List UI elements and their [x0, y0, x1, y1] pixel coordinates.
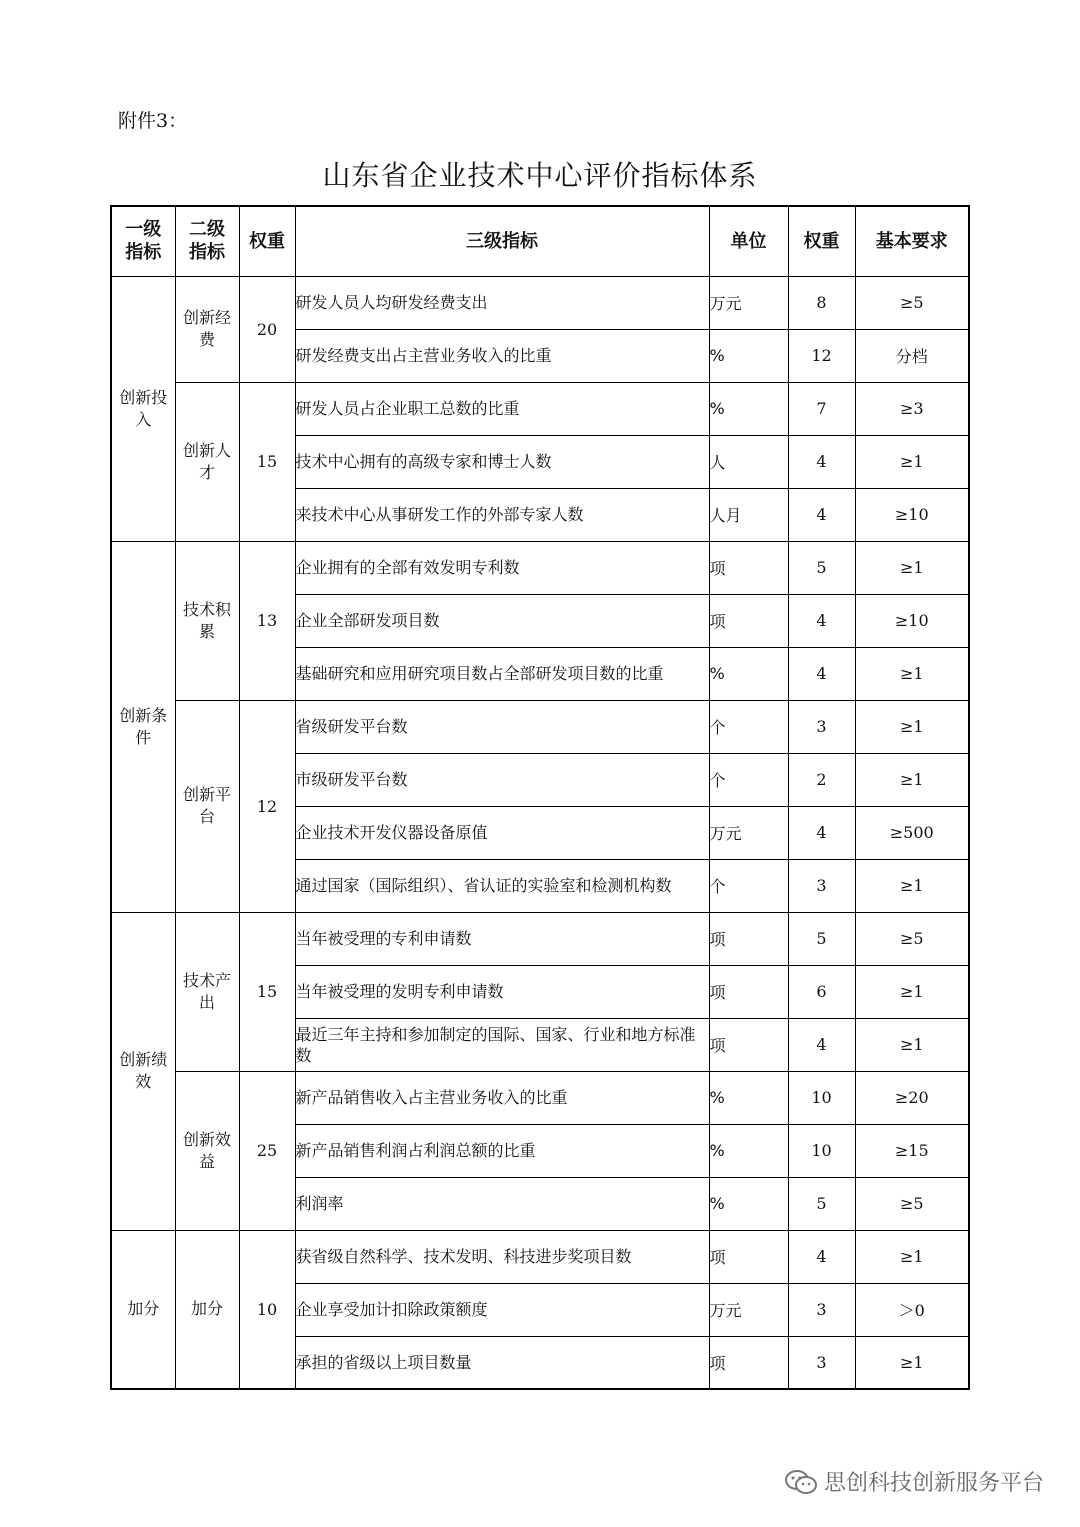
page-title: 山东省企业技术中心评价指标体系	[322, 159, 758, 192]
level3-weight-cell: 4	[788, 647, 855, 700]
unit-cell: %	[709, 1071, 788, 1124]
unit-cell: 人	[709, 435, 788, 488]
requirement-cell: ≥1	[855, 753, 969, 806]
requirement-cell: ≥1	[855, 700, 969, 753]
level3-indicator-cell: 当年被受理的发明专利申请数	[295, 965, 709, 1018]
level3-indicator-cell: 技术中心拥有的高级专家和博士人数	[295, 435, 709, 488]
requirement-cell: ≥500	[855, 806, 969, 859]
table-row	[111, 1071, 969, 1124]
header-level3: 三级指标	[295, 206, 709, 276]
level3-weight-cell: 3	[788, 859, 855, 912]
level3-indicator-cell: 研发经费支出占主营业务收入的比重	[295, 329, 709, 382]
level3-indicator-cell: 企业拥有的全部有效发明专利数	[295, 541, 709, 594]
unit-cell: 项	[709, 1018, 788, 1071]
level3-weight-cell: 2	[788, 753, 855, 806]
header-unit: 单位	[709, 206, 788, 276]
level3-weight-cell: 4	[788, 1018, 855, 1071]
level3-indicator-cell: 来技术中心从事研发工作的外部专家人数	[295, 488, 709, 541]
unit-cell: 人月	[709, 488, 788, 541]
table-row	[111, 276, 969, 329]
level3-indicator-cell: 获省级自然科学、技术发明、科技进步奖项目数	[295, 1230, 709, 1283]
unit-cell: 个	[709, 700, 788, 753]
level3-weight-cell: 4	[788, 594, 855, 647]
level3-weight-cell: 5	[788, 541, 855, 594]
level1-cell: 创新投入	[111, 276, 175, 541]
requirement-cell: ≥3	[855, 382, 969, 435]
table-body	[111, 276, 969, 1389]
level2-weight-cell: 15	[239, 382, 295, 541]
level3-weight-cell: 6	[788, 965, 855, 1018]
level2-cell: 创新效益	[175, 1071, 239, 1230]
unit-cell: 项	[709, 912, 788, 965]
level3-weight-cell: 4	[788, 488, 855, 541]
requirement-cell: ≥1	[855, 1336, 969, 1389]
level2-weight-cell: 12	[239, 700, 295, 912]
level3-indicator-cell: 新产品销售利润占利润总额的比重	[295, 1124, 709, 1177]
level3-weight-cell: 4	[788, 806, 855, 859]
level2-weight-cell: 13	[239, 541, 295, 700]
header-row	[111, 206, 969, 276]
unit-cell: %	[709, 647, 788, 700]
requirement-cell: ≥1	[855, 1230, 969, 1283]
header-level2: 二级指标	[175, 206, 239, 276]
level2-cell: 创新经费	[175, 276, 239, 382]
level3-weight-cell: 5	[788, 912, 855, 965]
requirement-cell: ≥20	[855, 1071, 969, 1124]
unit-cell: %	[709, 1177, 788, 1230]
header-level1: 一级指标	[111, 206, 175, 276]
level3-weight-cell: 12	[788, 329, 855, 382]
level2-weight-cell: 20	[239, 276, 295, 382]
level3-indicator-cell: 基础研究和应用研究项目数占全部研发项目数的比重	[295, 647, 709, 700]
requirement-cell: ≥10	[855, 488, 969, 541]
level3-weight-cell: 4	[788, 1230, 855, 1283]
level2-cell: 创新人才	[175, 382, 239, 541]
level3-weight-cell: 7	[788, 382, 855, 435]
requirement-cell: ≥1	[855, 859, 969, 912]
requirement-cell: ≥5	[855, 276, 969, 329]
level3-weight-cell: 3	[788, 1336, 855, 1389]
attachment-label: 附件3：	[118, 110, 188, 132]
table-row	[111, 700, 969, 753]
requirement-cell: ≥10	[855, 594, 969, 647]
level3-weight-cell: 3	[788, 700, 855, 753]
watermark	[784, 1466, 1044, 1497]
level3-indicator-cell: 承担的省级以上项目数量	[295, 1336, 709, 1389]
requirement-cell: ≥1	[855, 647, 969, 700]
requirement-cell: 分档	[855, 329, 969, 382]
level3-indicator-cell: 当年被受理的专利申请数	[295, 912, 709, 965]
unit-cell: 个	[709, 859, 788, 912]
level2-cell: 技术积累	[175, 541, 239, 700]
unit-cell: %	[709, 1124, 788, 1177]
header-requirement: 基本要求	[855, 206, 969, 276]
unit-cell: 项	[709, 965, 788, 1018]
header-weight3: 权重	[788, 206, 855, 276]
header-weight2: 权重	[239, 206, 295, 276]
requirement-cell: ≥1	[855, 1018, 969, 1071]
unit-cell: 项	[709, 1336, 788, 1389]
level3-indicator-cell: 企业享受加计扣除政策额度	[295, 1283, 709, 1336]
unit-cell: 万元	[709, 1283, 788, 1336]
level3-weight-cell: 4	[788, 435, 855, 488]
requirement-cell: ≥5	[855, 1177, 969, 1230]
level3-indicator-cell: 研发人员人均研发经费支出	[295, 276, 709, 329]
level3-indicator-cell: 市级研发平台数	[295, 753, 709, 806]
level3-indicator-cell: 省级研发平台数	[295, 700, 709, 753]
level1-cell: 加分	[111, 1230, 175, 1389]
level3-weight-cell: 3	[788, 1283, 855, 1336]
level2-weight-cell: 15	[239, 912, 295, 1071]
level3-indicator-cell: 企业全部研发项目数	[295, 594, 709, 647]
level3-weight-cell: 10	[788, 1071, 855, 1124]
level2-weight-cell: 25	[239, 1071, 295, 1230]
wechat-icon	[784, 1469, 818, 1495]
level2-cell: 创新平台	[175, 700, 239, 912]
level1-cell: 创新条件	[111, 541, 175, 912]
requirement-cell: ≥5	[855, 912, 969, 965]
level3-indicator-cell: 最近三年主持和参加制定的国际、国家、行业和地方标准数	[295, 1018, 709, 1071]
requirement-cell: ≥1	[855, 965, 969, 1018]
level2-cell: 加分	[175, 1230, 239, 1389]
level3-weight-cell: 5	[788, 1177, 855, 1230]
table-row	[111, 912, 969, 965]
level3-indicator-cell: 新产品销售收入占主营业务收入的比重	[295, 1071, 709, 1124]
unit-cell: 项	[709, 594, 788, 647]
unit-cell: 项	[709, 541, 788, 594]
level3-indicator-cell: 通过国家（国际组织）、省认证的实验室和检测机构数	[295, 859, 709, 912]
level3-weight-cell: 8	[788, 276, 855, 329]
unit-cell: 万元	[709, 806, 788, 859]
unit-cell: 项	[709, 1230, 788, 1283]
requirement-cell: ≥1	[855, 435, 969, 488]
table-row	[111, 1230, 969, 1283]
requirement-cell: ＞0	[855, 1283, 969, 1336]
watermark-text: 思创科技创新服务平台	[823, 1471, 1044, 1496]
requirement-cell: ≥1	[855, 541, 969, 594]
level3-indicator-cell: 企业技术开发仪器设备原值	[295, 806, 709, 859]
unit-cell: %	[709, 382, 788, 435]
level2-weight-cell: 10	[239, 1230, 295, 1389]
unit-cell: 个	[709, 753, 788, 806]
table-row	[111, 541, 969, 594]
level1-cell: 创新绩效	[111, 912, 175, 1230]
level3-weight-cell: 10	[788, 1124, 855, 1177]
level3-indicator-cell: 研发人员占企业职工总数的比重	[295, 382, 709, 435]
unit-cell: %	[709, 329, 788, 382]
level3-indicator-cell: 利润率	[295, 1177, 709, 1230]
unit-cell: 万元	[709, 276, 788, 329]
level2-cell: 技术产出	[175, 912, 239, 1071]
indicator-table	[110, 205, 970, 1390]
requirement-cell: ≥15	[855, 1124, 969, 1177]
table-row	[111, 382, 969, 435]
